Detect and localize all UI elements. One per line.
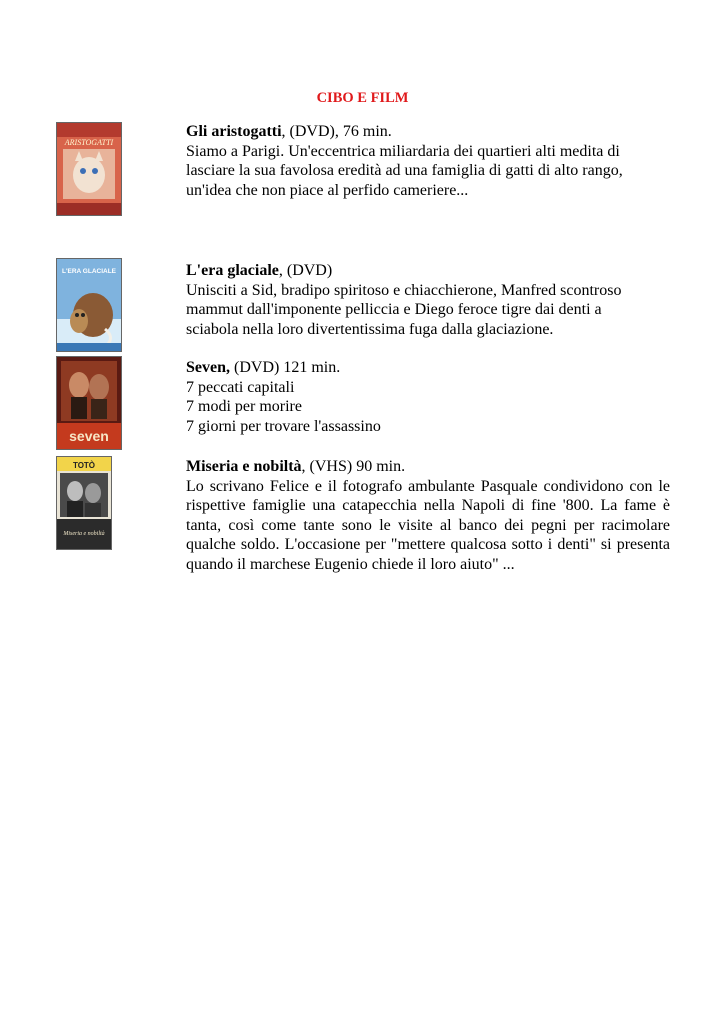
cover-aristogatti-label: ARISTOGATTI (64, 138, 114, 147)
film-entry-era-glaciale (186, 261, 670, 339)
cover-seven-label: seven (69, 428, 109, 444)
film-entry-seven (186, 358, 670, 436)
cover-miseria-label: Miseria e nobiltà (63, 531, 105, 537)
film-meta: (DVD) 121 min. (230, 359, 341, 376)
film-desc-line: Unisciti a Sid, bradipo spiritoso e chiacchierone, Manfred scontroso (186, 281, 622, 299)
film-entry-miseria-nobilta (186, 457, 670, 575)
film-title: Gli aristogatti (186, 123, 282, 140)
film-title: Seven, (186, 359, 230, 376)
cover-era-glaciale (56, 258, 122, 352)
film-meta: , (DVD), 76 min. (281, 123, 392, 140)
page-heading: CIBO E FILM (316, 90, 409, 106)
cover-aristogatti (56, 122, 122, 216)
cover-miseria-top-label: TOTÒ (72, 461, 96, 470)
film-desc-line: mammut dall'imponente pelliccia e Diego feroce tigre dai denti a (186, 301, 602, 319)
film-desc-line: 7 giorni per trovare l'assassino (186, 417, 381, 435)
film-meta: , (DVD) (278, 262, 333, 279)
film-desc-line: lasciare la sua favolosa eredità ad una famiglia di gatti di alto rango, (186, 162, 623, 180)
film-desc-line: 7 modi per morire (186, 398, 302, 416)
film-entry-aristogatti (186, 122, 670, 200)
cover-era-glaciale-label: L'ERA GLACIALE (61, 268, 117, 275)
cover-seven (56, 356, 122, 450)
film-desc-line: 7 peccati capitali (186, 378, 295, 396)
film-description: Lo scrivano Felice e il fotografo ambulante Pasquale condividono con le rispettive famiglie una catapecchia nella Napoli di fine '800. La fame è tanta, così come tante sono le visite al banco dei pegni per racimolare qualche soldo. L'occasione per "mettere qualcosa sotto i denti" si presenta quando il marchese Eugenio chiede il loro aiuto" ... (186, 477, 670, 573)
cover-miseria-nobilta (56, 456, 112, 550)
film-desc-line: Siamo a Parigi. Un'eccentrica miliardaria dei quartieri alti medita di (186, 142, 620, 160)
film-title: Miseria e nobiltà (186, 458, 302, 475)
film-title: L'era glaciale (186, 262, 279, 279)
film-meta: , (VHS) 90 min. (301, 458, 406, 475)
film-desc-line: sciabola nella loro divertentissima fuga dalla glaciazione. (186, 320, 554, 338)
film-desc-line: un'idea che non piace al perfido cameriere... (186, 181, 469, 199)
